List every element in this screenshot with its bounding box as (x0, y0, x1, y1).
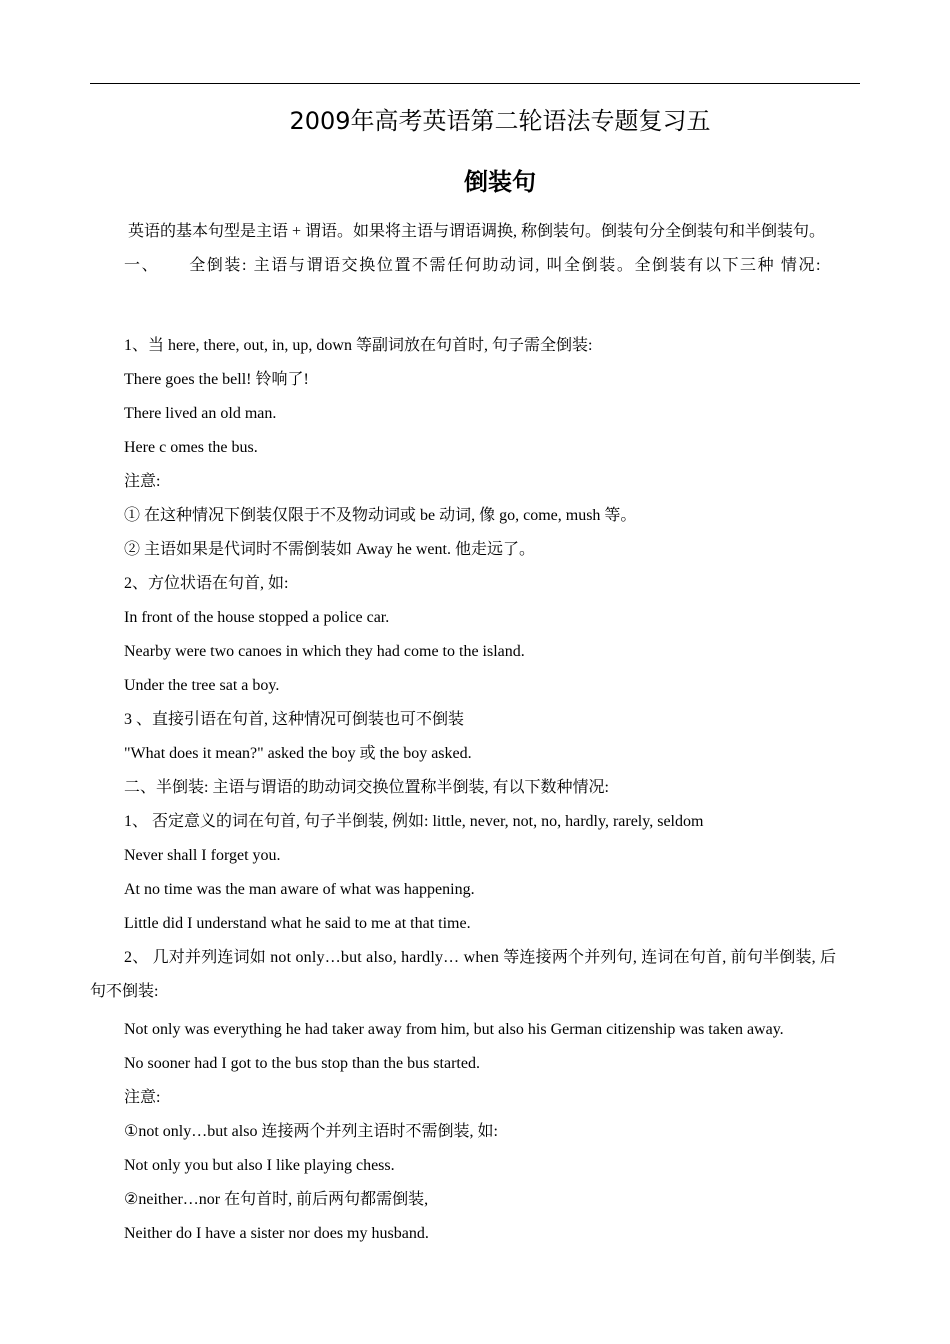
text-line: 1、 否定意义的词在句首, 句子半倒装, 例如: little, never, not, no, hardly, rarely, seldom (124, 813, 704, 830)
text-line-continuation: 句不倒装: (90, 983, 159, 1000)
text-line: 3 、直接引语在句首, 这种情况可倒装也可不倒装 (124, 711, 465, 728)
text-line: 注意: (124, 1089, 161, 1106)
header-rule (90, 83, 860, 84)
intro-paragraph: 英语的基本句型是主语 + 谓语。如果将主语与谓语调换, 称倒装句。倒装句分全倒装句和半倒装句。 (128, 223, 826, 240)
text-line: 2、 几对并列连词如 not only…but also, hardly… when 等连接两个并列句, 连词在句首, 前句半倒装, 后 (124, 949, 837, 966)
text-line: ①not only…but also 连接两个并列主语时不需倒装, 如: (124, 1123, 498, 1140)
text-line: 2、方位状语在句首, 如: (124, 575, 289, 592)
text-line: At no time was the man aware of what was happening. (124, 881, 475, 898)
document-title: 2009年高考英语第二轮语法专题复习五 (289, 107, 711, 135)
text-line: ② 主语如果是代词时不需倒装如 Away he went. 他走远了。 (124, 541, 535, 558)
section-one-heading (90, 255, 860, 335)
text-line: There goes the bell! 铃响了! (124, 371, 309, 388)
text-line: Neither do I have a sister nor does my husband. (124, 1225, 429, 1242)
text-line: Nearby were two canoes in which they had come to the island. (124, 643, 525, 660)
text-line: Not only was everything he had taker away from him, but also his German citizenship was taken away. (124, 1021, 784, 1038)
text-line: 1、当 here, there, out, in, up, down 等副词放在句首时, 句子需全倒装: (124, 337, 593, 354)
text-line: 注意: (124, 473, 161, 490)
text-line: Not only you but also I like playing chess. (124, 1157, 395, 1174)
document-subtitle: 倒装句 (464, 168, 536, 196)
text-line: ②neither…nor 在句首时, 前后两句都需倒装, (124, 1191, 429, 1208)
section-two-heading: 二、半倒装: 主语与谓语的助动词交换位置称半倒装, 有以下数种情况: (124, 779, 609, 796)
text-line: "What does it mean?" asked the boy 或 the boy asked. (124, 745, 472, 762)
text-line: Little did I understand what he said to me at that time. (124, 915, 471, 932)
text-line: Under the tree sat a boy. (124, 677, 280, 694)
section-one-text: 全倒装: 主语与谓语交换位置不需任何助动词, 叫全倒装。全倒装有以下三种 情况: (189, 257, 823, 274)
text-line: Here c omes the bus. (124, 439, 258, 456)
text-line: No sooner had I got to the bus stop than the bus started. (124, 1055, 480, 1072)
document-body (90, 221, 860, 1257)
text-line: Never shall I forget you. (124, 847, 281, 864)
text-line: ① 在这种情况下倒装仅限于不及物动词或 be 动词, 像 go, come, mush 等。 (124, 507, 637, 524)
text-line: There lived an old man. (124, 405, 277, 422)
section-one-marker: 一、 (124, 257, 160, 274)
text-line: In front of the house stopped a police car. (124, 609, 390, 626)
